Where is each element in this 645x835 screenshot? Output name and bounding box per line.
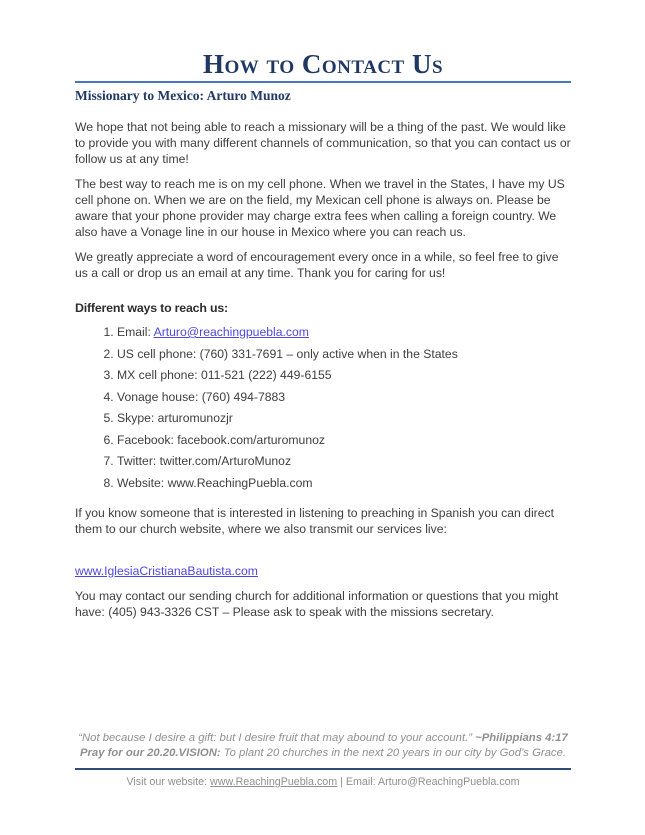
contact-list-item-text: Vonage house: (760) 494-7883 xyxy=(117,389,286,404)
contact-list-item-text: MX cell phone: 011-521 (222) 449-6155 xyxy=(117,368,332,382)
church-link-line xyxy=(75,563,571,579)
contact-list-item-text: US cell phone: (760) 331-7691 – only active when in the States xyxy=(117,346,458,361)
vision-label: Pray for our 20.20.VISION: xyxy=(79,746,221,759)
contact-list-item xyxy=(117,324,571,340)
contact-list-item xyxy=(117,389,571,405)
footer-rule xyxy=(75,768,571,770)
contact-list-item xyxy=(117,453,571,469)
quote-reference: ~Philippians 4:17 xyxy=(475,732,568,744)
footer-email-text: | Email: Arturo@ReachingPuebla.com xyxy=(337,776,520,788)
email-link[interactable]: Arturo@reachingpuebla.com xyxy=(153,325,309,339)
contact-list-item xyxy=(117,475,571,491)
footer-contact-line xyxy=(75,776,571,789)
footer-website-link[interactable]: www.ReachingPuebla.com xyxy=(210,776,338,788)
contact-list-item xyxy=(117,432,571,448)
contact-list-item-text: Email: xyxy=(117,325,154,339)
page-subtitle: Missionary to Mexico: Arturo Munoz xyxy=(75,88,291,103)
contact-list-item xyxy=(117,367,571,383)
paragraph-spanish-preaching: If you know someone that is interested in listening to preaching in Spanish you can direct them to our church website, where we also transmit our services live: xyxy=(75,506,554,536)
quote-text: “Not because I desire a gift: but I desire fruit that may abound to your account.” xyxy=(78,732,476,744)
contact-list-heading: Different ways to reach us: xyxy=(75,301,228,315)
paragraph-best-way: The best way to reach me is on my cell phone. When we travel in the States, I have my US cell phone on. When we are on the field, my Mexican cell phone is always on. Please be aware that your phone provider may charge extra fees when calling a foreign country. We also have a Vonage line in our house in Mexico where you can reach us. xyxy=(75,177,565,239)
footer-quote xyxy=(75,731,571,760)
contact-list-item-text: Twitter: twitter.com/ArturoMunoz xyxy=(117,454,292,468)
contact-list-item-text: Skype: arturomunozjr xyxy=(117,411,233,425)
contact-list xyxy=(75,324,571,496)
header-rule xyxy=(75,81,571,83)
church-website-link[interactable]: www.IglesiaCristianaBautista.com xyxy=(75,564,258,578)
page-title: How to Contact Us xyxy=(202,49,444,79)
contact-list-item xyxy=(117,410,571,426)
contact-list-item-text: Facebook: facebook.com/arturomunoz xyxy=(117,432,325,447)
paragraph-encouragement: We greatly appreciate a word of encouragement every once in a while, so feel free to give us a call or drop us an email at any time. Thank you for caring for us! xyxy=(75,250,559,280)
contact-list-item-text: Website: www.ReachingPuebla.com xyxy=(117,475,313,490)
contact-list-item xyxy=(117,346,571,362)
page-footer xyxy=(75,731,571,789)
paragraph-intro: We hope that not being able to reach a missionary will be a thing of the past. We would like to provide you with many different channels of communication, so that you can contact us or follow us at any time! xyxy=(75,120,571,166)
vision-text: To plant 20 churches in the next 20 years in our city by God’s Grace. xyxy=(220,746,566,759)
footer-website-label: Visit our website: xyxy=(126,776,211,788)
paragraph-sending-church: You may contact our sending church for additional information or questions that you might have: (405) 943-3326 CST – Please ask to speak with the missions secretary. xyxy=(75,589,559,619)
